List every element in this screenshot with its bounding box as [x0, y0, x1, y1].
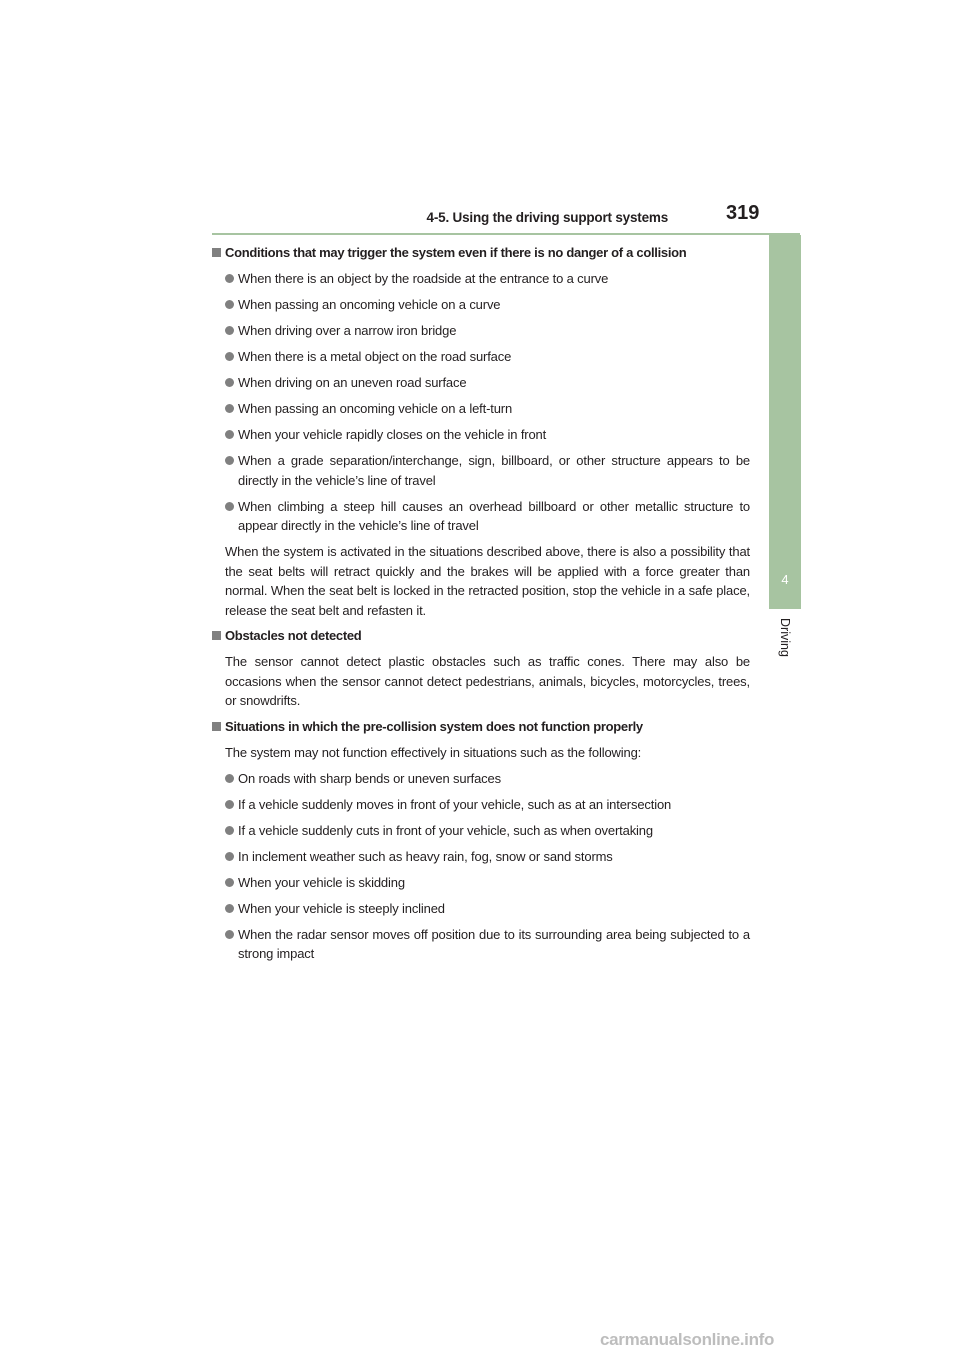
paragraph: The sensor cannot detect plastic obstacles such as traffic cones. There may also be occasions when the sensor cannot detect pedestrians, animals, bicycles, motorcycles, trees, or snowdrifts.: [225, 654, 750, 708]
square-bullet-icon: [212, 722, 221, 731]
page-number: 319: [726, 202, 760, 224]
list-item: If a vehicle suddenly moves in front of your vehicle, such as at an intersection: [212, 795, 750, 815]
list-item: When passing an oncoming vehicle on a left-turn: [212, 399, 750, 419]
bullet-dot-icon: [225, 456, 234, 465]
list-item: If a vehicle suddenly cuts in front of your vehicle, such as when overtaking: [212, 821, 750, 841]
bullet-dot-icon: [225, 852, 234, 861]
chapter-tab: [769, 235, 801, 609]
header-divider: [212, 233, 800, 235]
list-item: When driving on an uneven road surface: [212, 373, 750, 393]
list-item: When your vehicle rapidly closes on the vehicle in front: [212, 425, 750, 445]
list-item: When your vehicle is skidding: [212, 873, 750, 893]
bullet-dot-icon: [225, 326, 234, 335]
list-item: When there is a metal object on the road surface: [212, 347, 750, 367]
list-item: On roads with sharp bends or uneven surfaces: [212, 769, 750, 789]
bullet-dot-icon: [225, 904, 234, 913]
section-heading: Conditions that may trigger the system even if there is no danger of a collision: [212, 243, 750, 263]
bullet-dot-icon: [225, 774, 234, 783]
section-heading: Obstacles not detected: [212, 626, 750, 646]
bullet-dot-icon: [225, 274, 234, 283]
list-item: In inclement weather such as heavy rain, fog, snow or sand storms: [212, 847, 750, 867]
bullet-dot-icon: [225, 502, 234, 511]
chapter-number: 4: [781, 572, 789, 587]
bullet-dot-icon: [225, 430, 234, 439]
bullet-dot-icon: [225, 800, 234, 809]
list-item: When passing an oncoming vehicle on a curve: [212, 295, 750, 315]
list-item: When the radar sensor moves off position due to its surrounding area being subjected to a strong impact: [212, 925, 750, 964]
list-item: When driving over a narrow iron bridge: [212, 321, 750, 341]
square-bullet-icon: [212, 248, 221, 257]
list-item: When there is an object by the roadside at the entrance to a curve: [212, 269, 750, 289]
bullet-dot-icon: [225, 826, 234, 835]
chapter-label: Driving: [778, 618, 792, 657]
paragraph: The system may not function effectively in situations such as the following:: [225, 744, 642, 760]
paragraph: When the system is activated in the situations described above, there is also a possibility that the seat belts will retract quickly and the brakes will be applied with a force greater than normal. When the seat belt is locked in the retracted position, stop the vehicle in a safe place, release the seat belt and refasten it.: [225, 544, 750, 618]
page-content: [212, 243, 750, 964]
bullet-dot-icon: [225, 300, 234, 309]
square-bullet-icon: [212, 631, 221, 640]
section-title: 4-5. Using the driving support systems: [426, 210, 668, 225]
bullet-dot-icon: [225, 352, 234, 361]
list-item: When climbing a steep hill causes an overhead billboard or other metallic structure to appear directly in the vehicle’s line of travel: [212, 497, 750, 536]
bullet-dot-icon: [225, 404, 234, 413]
list-item: When your vehicle is steeply inclined: [212, 899, 750, 919]
watermark: carmanualsonline.info: [600, 1330, 775, 1349]
bullet-dot-icon: [225, 930, 234, 939]
section-heading: Situations in which the pre-collision system does not function properly: [212, 717, 750, 737]
bullet-dot-icon: [225, 378, 234, 387]
list-item: When a grade separation/interchange, sign, billboard, or other structure appears to be directly in the vehicle’s line of travel: [212, 451, 750, 490]
bullet-dot-icon: [225, 878, 234, 887]
